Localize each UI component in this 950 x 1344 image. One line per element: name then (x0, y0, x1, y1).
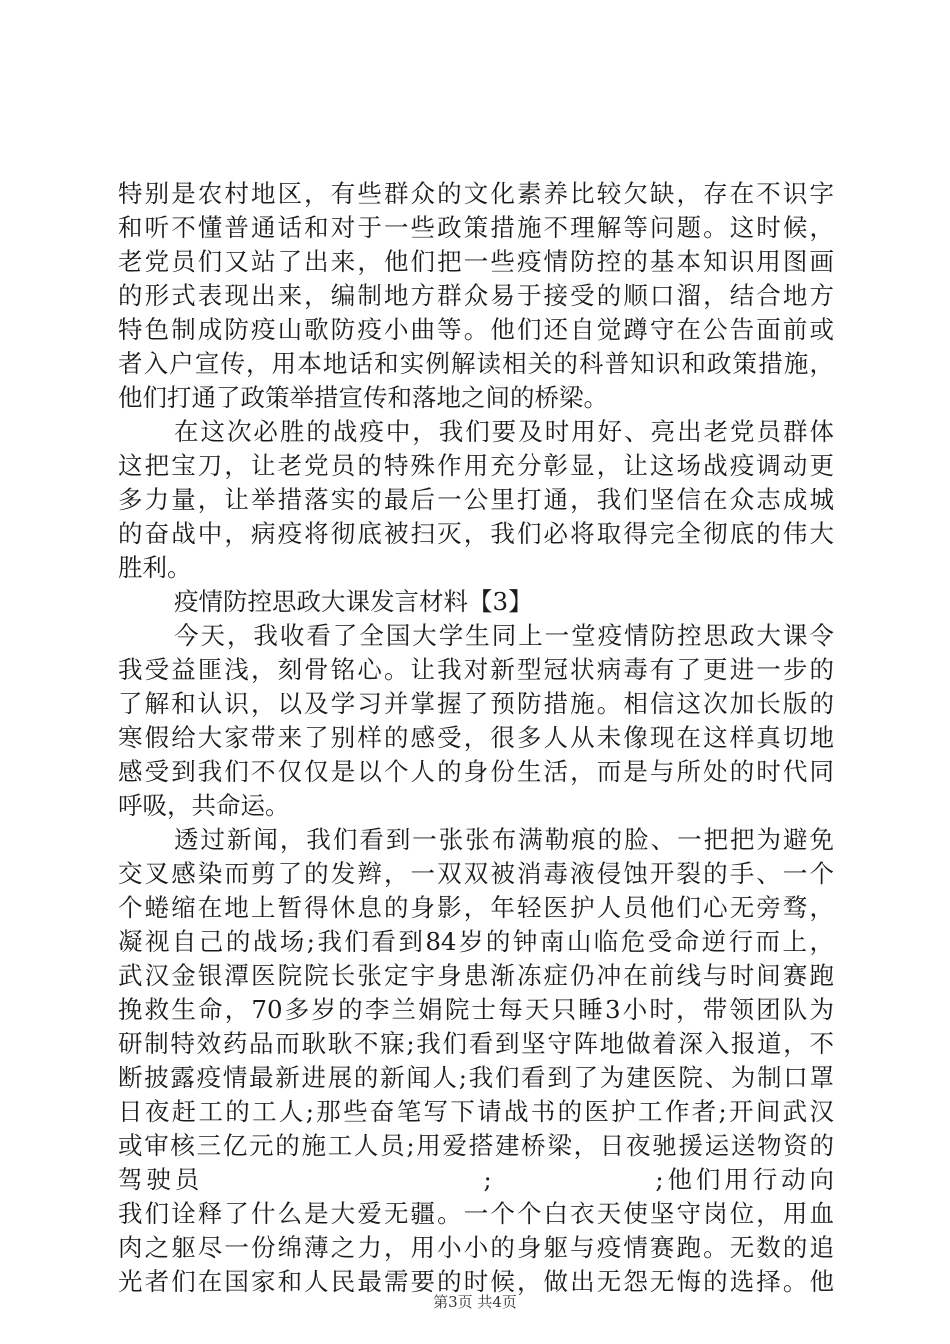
body-line: 寒假给大家带来了别样的感受，很多人从未像现在这样真切地 (118, 723, 834, 752)
body-line: 日夜赶工的工人;那些奋笔写下请战书的医护工作者;开间武汉 (118, 1097, 834, 1126)
body-line: 凝视自己的战场;我们看到84岁的钟南山临危受命逆行而上， (118, 927, 834, 956)
body-line: 这把宝刀，让老党员的特殊作用充分彰显，让这场战疫调动更 (118, 451, 834, 480)
body-line: 研制特效药品而耿耿不寐;我们看到坚守阵地做着深入报道，不 (118, 1029, 834, 1058)
body-line: 感受到我们不仅仅是以个人的身份生活，而是与所处的时代同 (118, 757, 834, 786)
body-line: 我们诠释了什么是大爱无疆。一个个白衣天使坚守岗位，用血 (118, 1199, 834, 1228)
body-line: 者入户宣传，用本地话和实例解读相关的科普知识和政策措施， (118, 349, 834, 378)
body-line: 挽救生命，70多岁的李兰娟院士每天只睡3小时，带领团队为 (118, 995, 834, 1024)
body-line: 交叉感染而剪了的发辫，一双双被消毒液侵蚀开裂的手、一个 (118, 859, 834, 888)
body-line: 的奋战中，病疫将彻底被扫灭，我们必将取得完全彻底的伟大 (118, 519, 834, 548)
body-line: 驾驶员 ; ;他们用行动向 (118, 1165, 834, 1194)
body-line: 肉之躯尽一份绵薄之力，用小小的身躯与疫情赛跑。无数的追 (118, 1233, 834, 1262)
body-line: 或审核三亿元的施工人员;用爱搭建桥梁，日夜驰援运送物资的 (118, 1131, 834, 1160)
body-line: 武汉金银潭医院院长张定宇身患渐冻症仍冲在前线与时间赛跑 (118, 961, 834, 990)
body-line: 特别是农村地区，有些群众的文化素养比较欠缺，存在不识字 (118, 179, 834, 208)
body-line: 多力量，让举措落实的最后一公里打通，我们坚信在众志成城 (118, 485, 834, 514)
body-line: 了解和认识，以及学习并掌握了预防措施。相信这次加长版的 (118, 689, 834, 718)
body-line: 胜利。 (118, 553, 192, 582)
paragraph-first-line: 透过新闻，我们看到一张张布满勒痕的脸、一把把为避免 (174, 825, 834, 854)
body-line: 特色制成防疫山歌防疫小曲等。他们还自觉蹲守在公告面前或 (118, 315, 834, 344)
paragraph-first-line: 在这次必胜的战疫中，我们要及时用好、亮出老党员群体 (174, 417, 834, 446)
paragraph-first-line: 今天，我收看了全国大学生同上一堂疫情防控思政大课令 (174, 621, 834, 650)
body-line: 呼吸，共命运。 (118, 791, 290, 820)
body-line: 和听不懂普通话和对于一些政策措施不理解等问题。这时候， (118, 213, 834, 242)
body-line: 断披露疫情最新进展的新闻人;我们看到了为建医院、为制口罩 (118, 1063, 834, 1092)
section-heading: 疫情防控思政大课发言材料【3】 (174, 587, 533, 616)
body-line: 老党员们又站了出来，他们把一些疫情防控的基本知识用图画 (118, 247, 834, 276)
body-line: 的形式表现出来，编制地方群众易于接受的顺口溜，结合地方 (118, 281, 834, 310)
body-line: 个蜷缩在地上暂得休息的身影，年轻医护人员他们心无旁骛， (118, 893, 834, 922)
page-number-footer: 第3页 共4页 (433, 1293, 517, 1311)
body-line: 他们打通了政策举措宣传和落地之间的桥梁。 (118, 383, 608, 412)
body-line: 我受益匪浅，刻骨铭心。让我对新型冠状病毒有了更进一步的 (118, 655, 834, 684)
body-line: 光者们在国家和人民最需要的时候，做出无怨无悔的选择。他 (118, 1267, 834, 1296)
